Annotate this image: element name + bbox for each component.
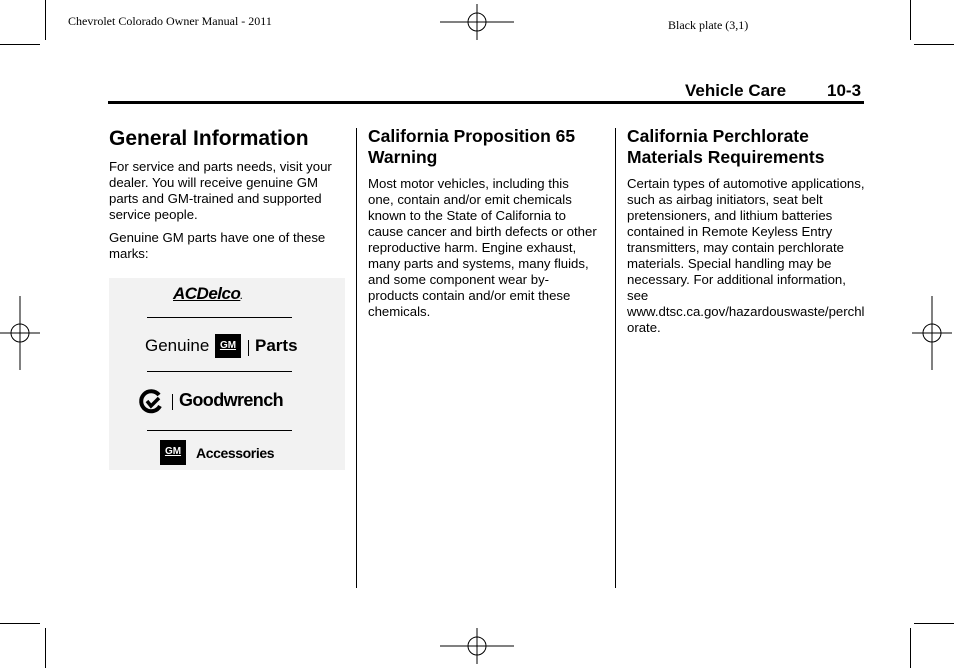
accessories-label: Accessories (196, 445, 275, 461)
separator (248, 340, 249, 356)
genuine-label: Genuine (145, 336, 210, 355)
column-divider (356, 128, 357, 588)
divider (147, 371, 292, 372)
section-title: California Proposition 65 Warning (368, 126, 576, 167)
crop-mark (910, 628, 911, 668)
divider (147, 317, 292, 318)
crop-mark (45, 0, 46, 40)
running-head-section: Vehicle Care (685, 81, 787, 100)
parts-label: Parts (255, 336, 298, 355)
genuine-gm-parts-logo (145, 334, 315, 360)
gm-badge-icon: GM (160, 440, 186, 465)
paragraph: Most motor vehicles, including this one, contain and/or emit chemicals known to the State of California to cause cancer and birth defects or other reproductive harm. Engine exhaust, many parts and systems, many fluids, and some component wear by-products contain and/or emit these chemicals. (368, 176, 597, 319)
column-divider (615, 128, 616, 588)
print-header-left: Chevrolet Colorado Owner Manual - 2011 (68, 14, 272, 28)
running-head-page-number: 10-3 (827, 81, 862, 100)
header-rule (108, 101, 864, 104)
gm-badge-icon: GM (215, 334, 241, 358)
separator (172, 394, 173, 410)
column-proposition-65 (368, 126, 598, 320)
registration-mark-icon (440, 628, 514, 664)
paragraph: Genuine GM parts have one of these marks: (109, 230, 326, 261)
registration-mark-icon (912, 296, 952, 370)
paragraph: For service and parts needs, visit your dealer. You will receive genuine GM parts and GM-trained and supported service people. (109, 159, 332, 222)
acdelco-logo: ACDelco. (173, 284, 243, 303)
crop-mark (914, 623, 954, 624)
registration-mark-icon (0, 296, 40, 370)
crop-mark (45, 628, 46, 668)
goodwrench-g-icon (138, 389, 164, 415)
crop-mark (914, 44, 954, 45)
column-general-information (109, 126, 345, 262)
print-header-right: Black plate (3,1) (668, 18, 749, 32)
registration-mark-icon (440, 4, 514, 40)
genuine-gm-parts-marks (109, 278, 345, 470)
gm-accessories-logo (160, 440, 300, 466)
section-title: California Perchlorate Materials Requirements (627, 126, 825, 167)
crop-mark (0, 623, 40, 624)
goodwrench-label: Goodwrench (179, 390, 284, 410)
goodwrench-logo (138, 388, 318, 416)
paragraph: Certain types of automotive applications, such as airbag initiators, seat belt pretensioners, and lithium batteries contained in Remote Keyless Entry transmitters, may contain perchlorate materials. Special handling may be necessary. For additional information, see www.dtsc.ca.gov/hazardouswaste/perchlorate. (627, 176, 865, 335)
column-perchlorate (627, 126, 865, 336)
crop-mark (910, 0, 911, 40)
divider (147, 430, 292, 431)
crop-mark (0, 44, 40, 45)
section-title: General Information (109, 127, 309, 150)
